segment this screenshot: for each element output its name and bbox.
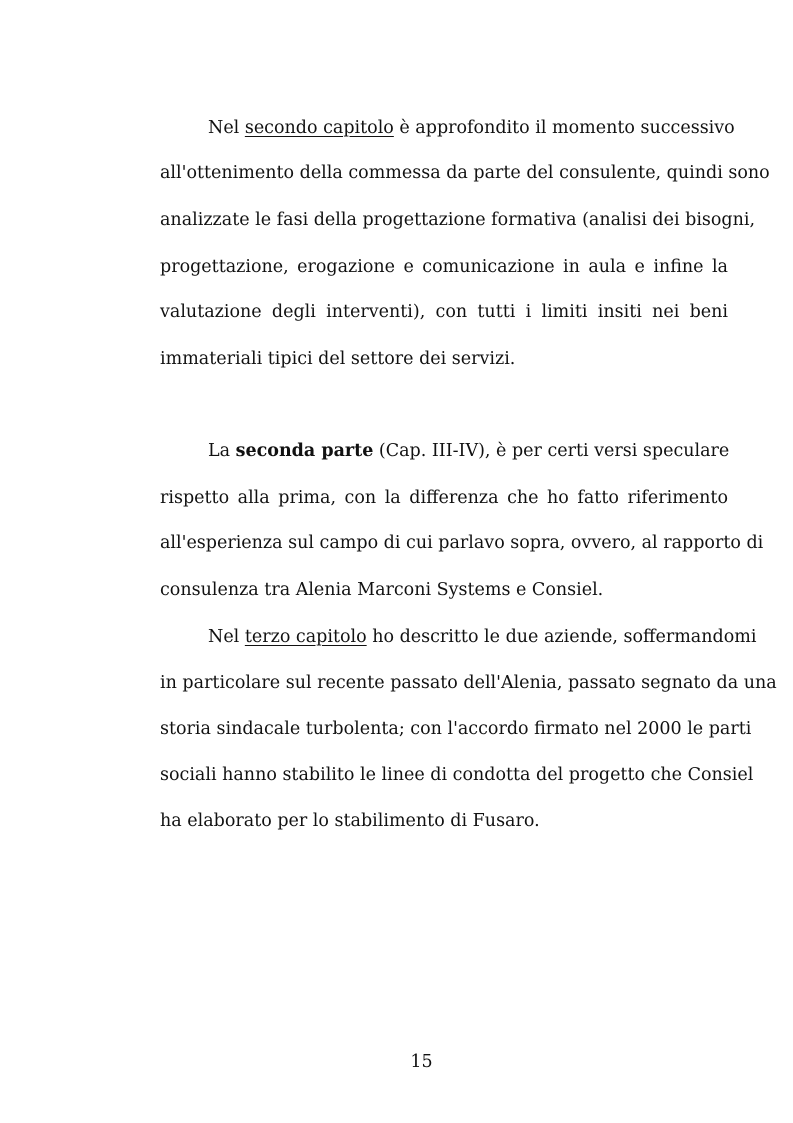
- paragraph-3-line-1: [208, 627, 757, 647]
- paragraph-1-line-2: all'ottenimento della commessa da parte del consulente, quindi sono: [160, 163, 770, 183]
- underlined-term-terzo-capitolo: terzo capitolo: [244, 627, 367, 647]
- underlined-term-secondo-capitolo: secondo capitolo: [244, 118, 394, 138]
- paragraph-1-line-5: valutazione degli interventi), con tutti i limiti insiti nei beni: [160, 302, 728, 322]
- paragraph-2-line-1: [208, 441, 728, 461]
- paragraph-1-line-6: immateriali tipici del settore dei servizi.: [160, 349, 516, 369]
- page-number: 15: [410, 1052, 433, 1072]
- text-fragment: ho descritto le due aziende, soffermandomi: [366, 627, 757, 647]
- text-fragment: è approfondito il momento successivo: [393, 118, 735, 138]
- paragraph-2-line-4: consulenza tra Alenia Marconi Systems e Consiel.: [160, 580, 604, 600]
- text-fragment: Nel: [208, 627, 245, 647]
- paragraph-2-line-2: rispetto alla prima, con la differenza che ho fatto riferimento: [160, 488, 728, 508]
- paragraph-1-line-4: progettazione, erogazione e comunicazione in aula e infine la: [160, 257, 728, 277]
- paragraph-2-line-3: all'esperienza sul campo di cui parlavo sopra, ovvero, al rapporto di: [160, 533, 764, 553]
- text-fragment: Nel: [208, 118, 245, 138]
- paragraph-3-line-2: in particolare sul recente passato dell'Alenia, passato segnato da una: [160, 673, 777, 693]
- paragraph-3-line-3: storia sindacale turbolenta; con l'accordo firmato nel 2000 le parti: [160, 719, 752, 739]
- bold-term-seconda-parte: seconda parte: [235, 441, 374, 461]
- text-fragment: (Cap. III-IV), è per certi versi speculare: [373, 441, 730, 461]
- paragraph-3-line-4: sociali hanno stabilito le linee di condotta del progetto che Consiel: [160, 765, 754, 785]
- paragraph-1-line-1: [208, 118, 735, 138]
- text-fragment: La: [208, 441, 236, 461]
- paragraph-1-line-3: analizzate le fasi della progettazione formativa (analisi dei bisogni,: [160, 210, 756, 230]
- paragraph-3-line-5: ha elaborato per lo stabilimento di Fusaro.: [160, 811, 540, 831]
